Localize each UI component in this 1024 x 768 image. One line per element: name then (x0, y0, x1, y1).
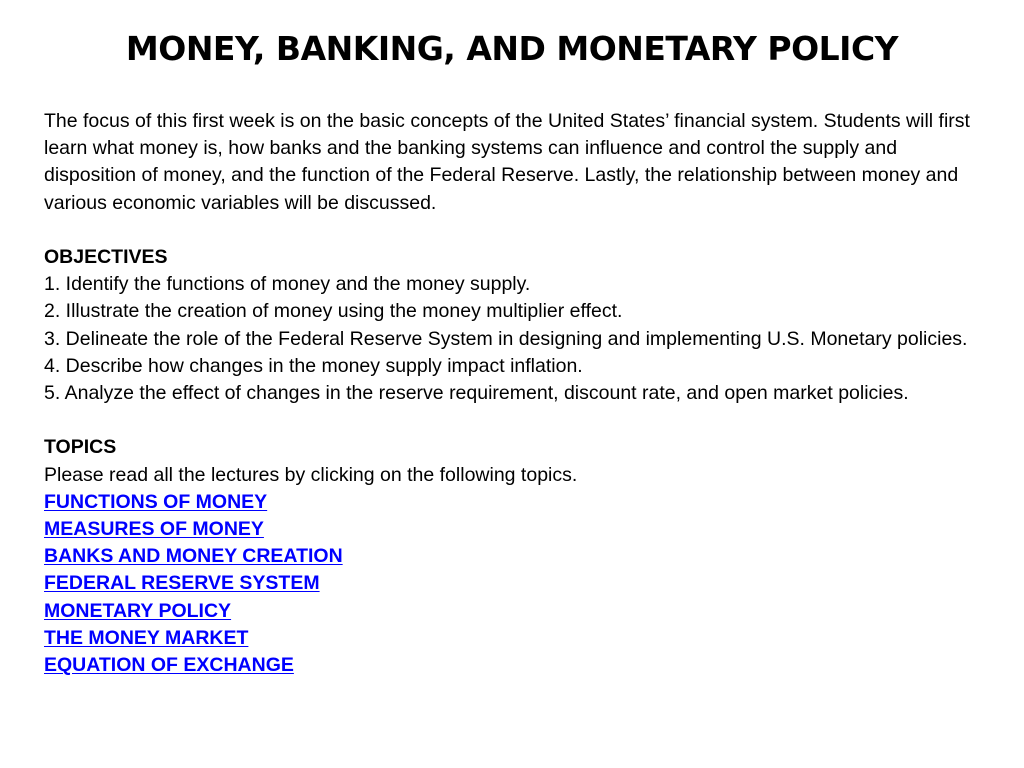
topics-instruction: Please read all the lectures by clicking on the following topics. (44, 463, 578, 486)
intro-paragraph: The focus of this first week is on the basic concepts of the United States’ financial system. Students will first learn what money is, how banks and the banking systems can influence and control the supply and disposition of money, and the function of the Federal Reserve. Lastly, the relationship between money and various economic variables will be discussed. (44, 110, 970, 214)
topics-link-list (44, 489, 994, 679)
topic-link-banks-and-money-creation[interactable]: BANKS AND MONEY CREATION (44, 545, 343, 568)
objective-item: 3. Delineate the role of the Federal Reserve System in designing and implementing U.S. Monetary policies. (44, 327, 968, 350)
topic-link-the-money-market[interactable]: THE MONEY MARKET (44, 626, 249, 649)
objective-item: 4. Describe how changes in the money supply impact inflation. (44, 354, 583, 377)
topic-link-monetary-policy[interactable]: MONETARY POLICY (44, 599, 232, 622)
objective-item: 2. Illustrate the creation of money using the money multiplier effect. (44, 300, 623, 323)
topics-heading: TOPICS (44, 436, 117, 459)
objectives-list (44, 271, 994, 407)
topic-link-functions-of-money[interactable]: FUNCTIONS OF MONEY (44, 490, 268, 513)
page-title: MONEY, BANKING, AND MONETARY POLICY (125, 29, 899, 68)
objective-item: 5. Analyze the effect of changes in the reserve requirement, discount rate, and open market policies. (44, 382, 909, 405)
spacer (44, 407, 994, 434)
objectives-heading: OBJECTIVES (44, 246, 168, 268)
slide-content (44, 108, 994, 679)
spacer (44, 217, 994, 244)
topic-link-measures-of-money[interactable]: MEASURES OF MONEY (44, 518, 264, 541)
topic-link-equation-of-exchange[interactable]: EQUATION OF EXCHANGE (44, 654, 294, 677)
objective-item: 1. Identify the functions of money and the money supply. (44, 273, 531, 296)
topic-link-federal-reserve-system[interactable]: FEDERAL RESERVE SYSTEM (44, 572, 320, 595)
